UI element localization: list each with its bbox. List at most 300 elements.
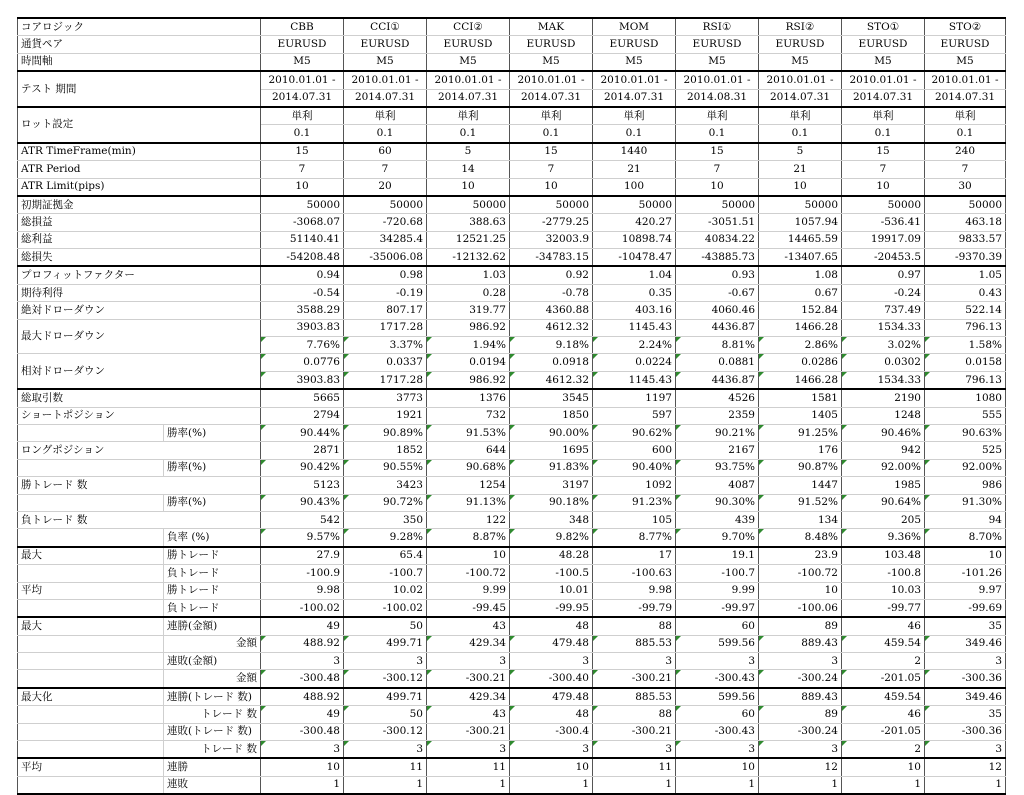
value-cell[interactable]: 732: [427, 407, 510, 424]
value-cell[interactable]: 0.1: [510, 125, 593, 143]
value-cell[interactable]: -201.05: [842, 723, 925, 740]
value-cell[interactable]: 10: [842, 178, 925, 196]
value-cell[interactable]: 439: [676, 511, 759, 528]
value-cell[interactable]: 9.99: [427, 582, 510, 599]
value-cell[interactable]: 46: [842, 617, 925, 635]
value-cell[interactable]: 1850: [510, 407, 593, 424]
value-cell[interactable]: -100.8: [842, 565, 925, 582]
value-cell[interactable]: 599.56: [676, 688, 759, 706]
value-cell[interactable]: 9.99: [676, 582, 759, 599]
value-cell[interactable]: 9.18%: [510, 337, 593, 354]
value-cell[interactable]: 1: [676, 776, 759, 794]
strategy-header-cell[interactable]: CCI①: [344, 18, 427, 36]
strategy-header-cell[interactable]: MAK: [510, 18, 593, 36]
row-sublabel-cell[interactable]: 勝率(%): [164, 424, 261, 441]
value-cell[interactable]: 0.1: [759, 125, 842, 143]
value-cell[interactable]: 0.1: [925, 125, 1006, 143]
value-cell[interactable]: 91.13%: [427, 494, 510, 511]
value-cell[interactable]: 1: [842, 776, 925, 794]
value-cell[interactable]: 90.72%: [344, 494, 427, 511]
value-cell[interactable]: M5: [925, 53, 1006, 71]
value-cell[interactable]: 50000: [344, 196, 427, 214]
row-sublabel-cell[interactable]: 金額: [164, 670, 261, 688]
row-label-cell[interactable]: 絶対ドローダウン: [18, 302, 261, 319]
row-label-cell[interactable]: 期待利得: [18, 284, 261, 301]
value-cell[interactable]: -300.48: [261, 670, 344, 688]
row-label-cell[interactable]: 負トレード 数: [18, 511, 261, 528]
row-label-cell[interactable]: 総取引数: [18, 389, 261, 407]
row-label-cell[interactable]: 相対ドローダウン: [18, 354, 261, 389]
value-cell[interactable]: 88: [593, 617, 676, 635]
value-cell[interactable]: EURUSD: [759, 36, 842, 53]
value-cell[interactable]: 43: [427, 706, 510, 723]
value-cell[interactable]: 50000: [427, 196, 510, 214]
row-label-cell[interactable]: ATR Period: [18, 161, 261, 178]
strategy-header-cell[interactable]: CCI②: [427, 18, 510, 36]
value-cell[interactable]: 0.97: [842, 266, 925, 284]
value-cell[interactable]: 9.36%: [842, 529, 925, 547]
value-cell[interactable]: -300.24: [759, 670, 842, 688]
value-cell[interactable]: 479.48: [510, 688, 593, 706]
value-cell[interactable]: 488.92: [261, 635, 344, 652]
value-cell[interactable]: 1447: [759, 477, 842, 494]
value-cell[interactable]: 90.43%: [261, 494, 344, 511]
value-cell[interactable]: 10: [510, 178, 593, 196]
value-cell[interactable]: 1: [925, 776, 1006, 794]
value-cell[interactable]: 50000: [676, 196, 759, 214]
value-cell[interactable]: 2014.07.31: [759, 89, 842, 107]
value-cell[interactable]: EURUSD: [510, 36, 593, 53]
value-cell[interactable]: 1.08: [759, 266, 842, 284]
value-cell[interactable]: 10: [759, 582, 842, 599]
value-cell[interactable]: 15: [510, 143, 593, 161]
value-cell[interactable]: 9.82%: [510, 529, 593, 547]
value-cell[interactable]: M5: [759, 53, 842, 71]
value-cell[interactable]: 88: [593, 706, 676, 723]
value-cell[interactable]: EURUSD: [593, 36, 676, 53]
value-cell[interactable]: 0.1: [344, 125, 427, 143]
value-cell[interactable]: 4087: [676, 477, 759, 494]
value-cell[interactable]: 1921: [344, 407, 427, 424]
value-cell[interactable]: -300.43: [676, 723, 759, 740]
value-cell[interactable]: 3: [261, 741, 344, 759]
value-cell[interactable]: -536.41: [842, 214, 925, 231]
row-label-cell[interactable]: [18, 723, 164, 740]
value-cell[interactable]: 単利: [593, 107, 676, 125]
value-cell[interactable]: 7.76%: [261, 337, 344, 354]
value-cell[interactable]: 459.54: [842, 688, 925, 706]
value-cell[interactable]: 9833.57: [925, 231, 1006, 248]
value-cell[interactable]: 3: [344, 653, 427, 670]
value-cell[interactable]: 0.0286: [759, 354, 842, 371]
value-cell[interactable]: 19917.09: [842, 231, 925, 248]
value-cell[interactable]: -3068.07: [261, 214, 344, 231]
value-cell[interactable]: 499.71: [344, 635, 427, 652]
strategy-header-cell[interactable]: RSI②: [759, 18, 842, 36]
value-cell[interactable]: 9.98: [261, 582, 344, 599]
value-cell[interactable]: 807.17: [344, 302, 427, 319]
value-cell[interactable]: 91.83%: [510, 459, 593, 476]
value-cell[interactable]: 2.24%: [593, 337, 676, 354]
value-cell[interactable]: 2014.07.31: [261, 89, 344, 107]
value-cell[interactable]: 796.13: [925, 319, 1006, 336]
row-label-cell[interactable]: プロフィットファクター: [18, 266, 261, 284]
value-cell[interactable]: EURUSD: [344, 36, 427, 53]
value-cell[interactable]: 1: [593, 776, 676, 794]
value-cell[interactable]: 92.00%: [925, 459, 1006, 476]
value-cell[interactable]: -54208.48: [261, 249, 344, 267]
value-cell[interactable]: 8.77%: [593, 529, 676, 547]
value-cell[interactable]: 11: [344, 758, 427, 776]
value-cell[interactable]: 2010.01.01 -: [593, 71, 676, 89]
row-label-cell[interactable]: [18, 529, 164, 547]
value-cell[interactable]: 3773: [344, 389, 427, 407]
value-cell[interactable]: -100.7: [676, 565, 759, 582]
value-cell[interactable]: 3: [344, 741, 427, 759]
value-cell[interactable]: 1254: [427, 477, 510, 494]
value-cell[interactable]: -100.63: [593, 565, 676, 582]
value-cell[interactable]: 796.13: [925, 371, 1006, 389]
value-cell[interactable]: 50: [344, 617, 427, 635]
value-cell[interactable]: 15: [261, 143, 344, 161]
value-cell[interactable]: 単利: [842, 107, 925, 125]
value-cell[interactable]: 1057.94: [759, 214, 842, 231]
value-cell[interactable]: 0.1: [676, 125, 759, 143]
value-cell[interactable]: 90.46%: [842, 424, 925, 441]
value-cell[interactable]: 4060.46: [676, 302, 759, 319]
value-cell[interactable]: -100.06: [759, 599, 842, 617]
header-label-cell[interactable]: コアロジック: [18, 18, 261, 36]
value-cell[interactable]: 1405: [759, 407, 842, 424]
value-cell[interactable]: -43885.73: [676, 249, 759, 267]
value-cell[interactable]: 2167: [676, 442, 759, 459]
row-sublabel-cell[interactable]: 勝率(%): [164, 494, 261, 511]
value-cell[interactable]: 176: [759, 442, 842, 459]
row-label-cell[interactable]: [18, 670, 164, 688]
value-cell[interactable]: -300.36: [925, 723, 1006, 740]
row-label-cell[interactable]: [18, 459, 164, 476]
value-cell[interactable]: -100.02: [344, 599, 427, 617]
value-cell[interactable]: 90.42%: [261, 459, 344, 476]
row-sublabel-cell[interactable]: 勝トレード: [164, 547, 261, 565]
value-cell[interactable]: 10: [427, 178, 510, 196]
value-cell[interactable]: 152.84: [759, 302, 842, 319]
value-cell[interactable]: 542: [261, 511, 344, 528]
value-cell[interactable]: 2014.07.31: [427, 89, 510, 107]
row-sublabel-cell[interactable]: 連勝(トレード 数): [164, 688, 261, 706]
value-cell[interactable]: 単利: [344, 107, 427, 125]
value-cell[interactable]: 10: [925, 547, 1006, 565]
value-cell[interactable]: 4612.32: [510, 371, 593, 389]
value-cell[interactable]: 1: [759, 776, 842, 794]
value-cell[interactable]: M5: [593, 53, 676, 71]
value-cell[interactable]: 1092: [593, 477, 676, 494]
value-cell[interactable]: 2014.07.31: [344, 89, 427, 107]
value-cell[interactable]: 8.87%: [427, 529, 510, 547]
value-cell[interactable]: 9.98: [593, 582, 676, 599]
value-cell[interactable]: -13407.65: [759, 249, 842, 267]
value-cell[interactable]: 50000: [842, 196, 925, 214]
value-cell[interactable]: 7: [925, 161, 1006, 178]
value-cell[interactable]: 90.21%: [676, 424, 759, 441]
value-cell[interactable]: -300.4: [510, 723, 593, 740]
value-cell[interactable]: 48: [510, 617, 593, 635]
value-cell[interactable]: -2779.25: [510, 214, 593, 231]
value-cell[interactable]: 349.46: [925, 635, 1006, 652]
value-cell[interactable]: 5123: [261, 477, 344, 494]
value-cell[interactable]: 2010.01.01 -: [759, 71, 842, 89]
row-sublabel-cell[interactable]: 連勝(金額): [164, 617, 261, 635]
value-cell[interactable]: 388.63: [427, 214, 510, 231]
value-cell[interactable]: 2190: [842, 389, 925, 407]
value-cell[interactable]: 60: [676, 617, 759, 635]
value-cell[interactable]: 0.1: [593, 125, 676, 143]
value-cell[interactable]: 3545: [510, 389, 593, 407]
value-cell[interactable]: 1695: [510, 442, 593, 459]
value-cell[interactable]: 2: [842, 741, 925, 759]
value-cell[interactable]: -300.36: [925, 670, 1006, 688]
row-label-cell[interactable]: 平均: [18, 758, 164, 776]
value-cell[interactable]: -100.72: [427, 565, 510, 582]
value-cell[interactable]: M5: [261, 53, 344, 71]
value-cell[interactable]: 0.0337: [344, 354, 427, 371]
value-cell[interactable]: 50000: [925, 196, 1006, 214]
value-cell[interactable]: 51140.41: [261, 231, 344, 248]
value-cell[interactable]: 2359: [676, 407, 759, 424]
value-cell[interactable]: 20: [344, 178, 427, 196]
value-cell[interactable]: 0.0918: [510, 354, 593, 371]
value-cell[interactable]: 単利: [261, 107, 344, 125]
value-cell[interactable]: 3: [759, 741, 842, 759]
value-cell[interactable]: 0.94: [261, 266, 344, 284]
row-label-cell[interactable]: 最大化: [18, 688, 164, 706]
value-cell[interactable]: 122: [427, 511, 510, 528]
value-cell[interactable]: 7: [510, 161, 593, 178]
value-cell[interactable]: 48.28: [510, 547, 593, 565]
value-cell[interactable]: 350: [344, 511, 427, 528]
value-cell[interactable]: M5: [842, 53, 925, 71]
strategy-header-cell[interactable]: STO①: [842, 18, 925, 36]
value-cell[interactable]: 9.28%: [344, 529, 427, 547]
row-sublabel-cell[interactable]: 負トレード: [164, 565, 261, 582]
value-cell[interactable]: 60: [344, 143, 427, 161]
value-cell[interactable]: 3: [261, 653, 344, 670]
value-cell[interactable]: -12132.62: [427, 249, 510, 267]
value-cell[interactable]: -99.79: [593, 599, 676, 617]
value-cell[interactable]: 3: [510, 653, 593, 670]
row-sublabel-cell[interactable]: 連敗(トレード 数): [164, 723, 261, 740]
value-cell[interactable]: -0.19: [344, 284, 427, 301]
value-cell[interactable]: 90.44%: [261, 424, 344, 441]
value-cell[interactable]: 単利: [427, 107, 510, 125]
value-cell[interactable]: 単利: [925, 107, 1006, 125]
row-sublabel-cell[interactable]: トレード 数: [164, 741, 261, 759]
value-cell[interactable]: 40834.22: [676, 231, 759, 248]
value-cell[interactable]: 488.92: [261, 688, 344, 706]
value-cell[interactable]: 3: [593, 741, 676, 759]
row-label-cell[interactable]: ショートポジション: [18, 407, 261, 424]
value-cell[interactable]: 105: [593, 511, 676, 528]
value-cell[interactable]: 2014.07.31: [510, 89, 593, 107]
value-cell[interactable]: 1717.28: [344, 371, 427, 389]
value-cell[interactable]: 7: [344, 161, 427, 178]
value-cell[interactable]: -99.69: [925, 599, 1006, 617]
row-sublabel-cell[interactable]: 負率 (%): [164, 529, 261, 547]
value-cell[interactable]: 1197: [593, 389, 676, 407]
value-cell[interactable]: -0.78: [510, 284, 593, 301]
value-cell[interactable]: -201.05: [842, 670, 925, 688]
value-cell[interactable]: 1080: [925, 389, 1006, 407]
value-cell[interactable]: -0.67: [676, 284, 759, 301]
value-cell[interactable]: 0.67: [759, 284, 842, 301]
value-cell[interactable]: 14465.59: [759, 231, 842, 248]
value-cell[interactable]: 92.00%: [842, 459, 925, 476]
value-cell[interactable]: 2: [842, 653, 925, 670]
row-label-cell[interactable]: [18, 776, 164, 794]
value-cell[interactable]: 90.63%: [925, 424, 1006, 441]
value-cell[interactable]: 3: [759, 653, 842, 670]
value-cell[interactable]: 34285.4: [344, 231, 427, 248]
row-sublabel-cell[interactable]: 勝トレード: [164, 582, 261, 599]
value-cell[interactable]: 479.48: [510, 635, 593, 652]
value-cell[interactable]: 2014.07.31: [925, 89, 1006, 107]
value-cell[interactable]: 5: [759, 143, 842, 161]
value-cell[interactable]: 205: [842, 511, 925, 528]
value-cell[interactable]: -300.21: [593, 723, 676, 740]
value-cell[interactable]: -20453.5: [842, 249, 925, 267]
value-cell[interactable]: -100.7: [344, 565, 427, 582]
value-cell[interactable]: 3: [676, 741, 759, 759]
row-label-cell[interactable]: 総損益: [18, 214, 261, 231]
value-cell[interactable]: 644: [427, 442, 510, 459]
value-cell[interactable]: 1.94%: [427, 337, 510, 354]
value-cell[interactable]: 12: [925, 758, 1006, 776]
value-cell[interactable]: 90.87%: [759, 459, 842, 476]
value-cell[interactable]: 91.53%: [427, 424, 510, 441]
value-cell[interactable]: 23.9: [759, 547, 842, 565]
value-cell[interactable]: 2010.01.01 -: [925, 71, 1006, 89]
value-cell[interactable]: 8.48%: [759, 529, 842, 547]
value-cell[interactable]: 134: [759, 511, 842, 528]
value-cell[interactable]: 319.77: [427, 302, 510, 319]
value-cell[interactable]: 420.27: [593, 214, 676, 231]
value-cell[interactable]: 3: [427, 741, 510, 759]
value-cell[interactable]: 522.14: [925, 302, 1006, 319]
value-cell[interactable]: 91.25%: [759, 424, 842, 441]
value-cell[interactable]: 4612.32: [510, 319, 593, 336]
value-cell[interactable]: 0.1: [427, 125, 510, 143]
value-cell[interactable]: 90.55%: [344, 459, 427, 476]
value-cell[interactable]: 889.43: [759, 688, 842, 706]
value-cell[interactable]: 1466.28: [759, 319, 842, 336]
value-cell[interactable]: 15: [842, 143, 925, 161]
value-cell[interactable]: 3: [925, 741, 1006, 759]
value-cell[interactable]: 1.04: [593, 266, 676, 284]
value-cell[interactable]: 50000: [510, 196, 593, 214]
value-cell[interactable]: 2010.01.01 -: [344, 71, 427, 89]
value-cell[interactable]: EURUSD: [261, 36, 344, 53]
value-cell[interactable]: 1440: [593, 143, 676, 161]
value-cell[interactable]: 0.0158: [925, 354, 1006, 371]
value-cell[interactable]: 3: [593, 653, 676, 670]
value-cell[interactable]: 43: [427, 617, 510, 635]
row-label-cell[interactable]: [18, 653, 164, 670]
value-cell[interactable]: 9.57%: [261, 529, 344, 547]
value-cell[interactable]: 2010.01.01 -: [510, 71, 593, 89]
value-cell[interactable]: 3903.83: [261, 371, 344, 389]
value-cell[interactable]: 348: [510, 511, 593, 528]
value-cell[interactable]: -101.26: [925, 565, 1006, 582]
value-cell[interactable]: -100.5: [510, 565, 593, 582]
value-cell[interactable]: 9.97: [925, 582, 1006, 599]
value-cell[interactable]: 90.40%: [593, 459, 676, 476]
value-cell[interactable]: 599.56: [676, 635, 759, 652]
value-cell[interactable]: EURUSD: [427, 36, 510, 53]
value-cell[interactable]: 986: [925, 477, 1006, 494]
row-label-cell[interactable]: [18, 741, 164, 759]
row-label-cell[interactable]: ATR TimeFrame(min): [18, 143, 261, 161]
value-cell[interactable]: 35: [925, 617, 1006, 635]
value-cell[interactable]: -0.24: [842, 284, 925, 301]
value-cell[interactable]: 429.34: [427, 635, 510, 652]
value-cell[interactable]: 0.35: [593, 284, 676, 301]
value-cell[interactable]: 7: [842, 161, 925, 178]
row-sublabel-cell[interactable]: 負トレード: [164, 599, 261, 617]
row-label-cell[interactable]: 総利益: [18, 231, 261, 248]
value-cell[interactable]: 0.28: [427, 284, 510, 301]
value-cell[interactable]: 429.34: [427, 688, 510, 706]
value-cell[interactable]: 2010.01.01 -: [261, 71, 344, 89]
value-cell[interactable]: 単利: [510, 107, 593, 125]
value-cell[interactable]: 50000: [261, 196, 344, 214]
value-cell[interactable]: 17: [593, 547, 676, 565]
value-cell[interactable]: 10: [842, 758, 925, 776]
value-cell[interactable]: 1248: [842, 407, 925, 424]
value-cell[interactable]: 32003.9: [510, 231, 593, 248]
value-cell[interactable]: 19.1: [676, 547, 759, 565]
strategy-header-cell[interactable]: CBB: [261, 18, 344, 36]
value-cell[interactable]: 1717.28: [344, 319, 427, 336]
value-cell[interactable]: 14: [427, 161, 510, 178]
value-cell[interactable]: 1145.43: [593, 319, 676, 336]
value-cell[interactable]: 50000: [593, 196, 676, 214]
value-cell[interactable]: 21: [593, 161, 676, 178]
value-cell[interactable]: 1.58%: [925, 337, 1006, 354]
strategy-header-cell[interactable]: STO②: [925, 18, 1006, 36]
value-cell[interactable]: 2014.08.31: [676, 89, 759, 107]
value-cell[interactable]: 49: [261, 706, 344, 723]
value-cell[interactable]: M5: [344, 53, 427, 71]
value-cell[interactable]: 4526: [676, 389, 759, 407]
value-cell[interactable]: 単利: [676, 107, 759, 125]
row-label-cell[interactable]: テスト 期間: [18, 71, 261, 107]
value-cell[interactable]: 0.0194: [427, 354, 510, 371]
strategy-header-cell[interactable]: RSI①: [676, 18, 759, 36]
row-label-cell[interactable]: 初期証拠金: [18, 196, 261, 214]
value-cell[interactable]: 1534.33: [842, 371, 925, 389]
value-cell[interactable]: 10: [676, 178, 759, 196]
value-cell[interactable]: EURUSD: [925, 36, 1006, 53]
value-cell[interactable]: 90.89%: [344, 424, 427, 441]
row-sublabel-cell[interactable]: 金額: [164, 635, 261, 652]
value-cell[interactable]: 4360.88: [510, 302, 593, 319]
value-cell[interactable]: -99.45: [427, 599, 510, 617]
value-cell[interactable]: 1: [510, 776, 593, 794]
value-cell[interactable]: 100: [593, 178, 676, 196]
row-label-cell[interactable]: 時間軸: [18, 53, 261, 71]
row-sublabel-cell[interactable]: トレード 数: [164, 706, 261, 723]
row-label-cell[interactable]: [18, 494, 164, 511]
